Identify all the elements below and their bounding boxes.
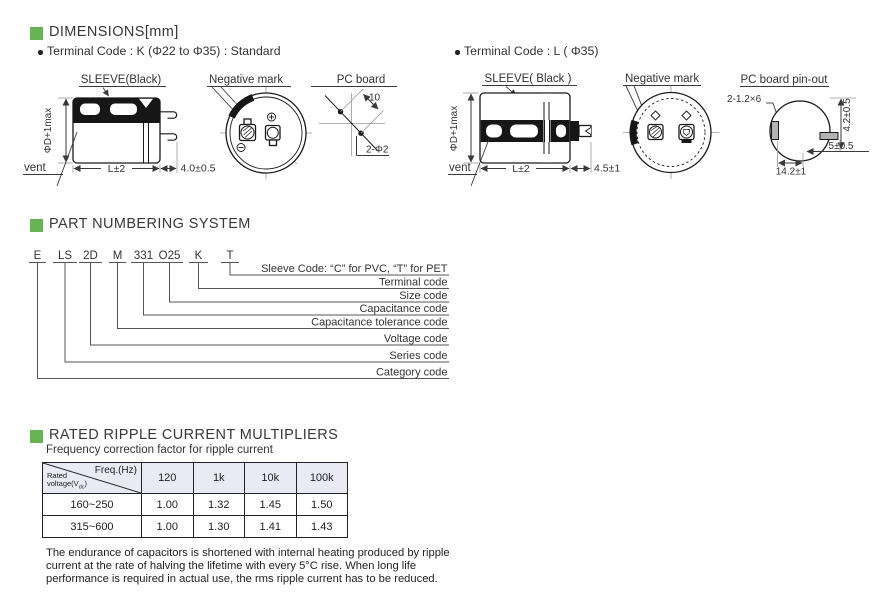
label-terminal-code: Terminal code xyxy=(379,276,448,289)
length-dim-k: L±2 xyxy=(107,163,126,175)
cap-top-view-l xyxy=(623,73,719,179)
ripple-table xyxy=(42,462,348,538)
freq-header: 100k xyxy=(296,463,348,494)
label-series-code: Series code xyxy=(389,350,448,362)
label-tolerance-code: Capacitance tolerance code xyxy=(311,316,448,329)
pcb-pinout-l xyxy=(727,74,869,178)
code-terminal: K xyxy=(194,250,203,262)
corner-voltage-label xyxy=(47,472,87,492)
multiplier-value: 1.00 xyxy=(142,516,194,538)
pitch-dim-l: 14.2±1 xyxy=(775,166,807,178)
cap-top-view-k xyxy=(207,74,312,179)
multiplier-value: 1.41 xyxy=(245,516,297,538)
negative-tick xyxy=(682,140,692,144)
slot-dim-l: 2-1.2×6 xyxy=(727,94,762,105)
corner-voltage-sub: dc xyxy=(78,484,85,490)
pcb-title-k: PC board xyxy=(336,74,386,86)
label-size-code: Size code xyxy=(399,290,448,302)
negative-mark-label-k: Negative mark xyxy=(209,74,284,86)
multiplier-value: 1.00 xyxy=(142,494,194,516)
table-row xyxy=(43,494,348,516)
lead-length-dim-l: 4.5±1 xyxy=(594,162,621,175)
cap-side-view-l xyxy=(448,73,620,186)
pitch-dim-k: 10 xyxy=(369,92,381,104)
endurance-note xyxy=(46,547,450,585)
pin-slot-horizontal xyxy=(820,133,838,140)
bullet-dot xyxy=(455,50,460,55)
note-line: performance is required in actual use, the rms ripple current has to be reduced. xyxy=(46,572,438,585)
code-size: O25 xyxy=(158,250,181,262)
ripple-subtitle: Frequency correction factor for ripple current xyxy=(46,444,273,456)
section-marker xyxy=(30,219,43,232)
sleeve-label-l: SLEEVE( Black ) xyxy=(484,73,572,85)
code-tolerance: M xyxy=(112,250,123,262)
freq-header: 120 xyxy=(142,463,194,494)
terminal-code-l-label: Terminal Code : L ( Φ35) xyxy=(464,44,599,58)
offset-dim-l: 5±0.5 xyxy=(828,141,854,152)
label-voltage-code: Voltage code xyxy=(383,333,448,345)
multiplier-value: 1.32 xyxy=(193,494,245,516)
corner-freq-label: Freq.(Hz) xyxy=(94,465,137,476)
dimensions-section-title: DIMENSIONS[mm] xyxy=(49,24,179,40)
lead-pin xyxy=(160,112,177,118)
code-sleeve: T xyxy=(226,250,234,262)
diameter-label-l: ΦD+1max xyxy=(449,105,460,152)
table-header-row xyxy=(43,463,348,494)
code-series: LS xyxy=(57,250,73,262)
corner-voltage: voltage(V xyxy=(47,478,79,488)
multiplier-value: 1.50 xyxy=(296,494,348,516)
sleeve-label-k: SLEEVE(Black) xyxy=(80,74,162,86)
cap-side-view-k xyxy=(23,74,216,186)
length-dim-l: L±2 xyxy=(512,163,530,175)
note-line: The endurance of capacitors is shortened with internal heating produced by ripple xyxy=(46,547,450,559)
pin-slot-vertical xyxy=(772,122,779,140)
corner-rated: Rated xyxy=(47,470,68,480)
label-category-code: Category code xyxy=(375,366,448,379)
table-corner-cell xyxy=(43,463,142,494)
part-numbering-diagram xyxy=(0,248,878,388)
label-sleeve-code: Sleeve Code: “C” for PVC, “T” for PET xyxy=(261,263,448,275)
multiplier-value: 1.30 xyxy=(193,516,245,538)
multiplier-value: 1.43 xyxy=(296,516,348,538)
freq-header: 10k xyxy=(245,463,297,494)
dimensions-diagrams xyxy=(0,58,878,203)
voltage-range: 315~600 xyxy=(43,516,142,538)
pcb-layout-k xyxy=(311,74,397,156)
terminal-code-k-label: Terminal Code : K (Φ22 to Φ35) : Standard xyxy=(47,44,281,58)
diameter-label-k: ΦD+1max xyxy=(43,107,54,154)
bullet-dot xyxy=(38,50,43,55)
label-capacitance-code: Capacitance code xyxy=(359,303,448,315)
vent-label-k: vent xyxy=(24,162,46,174)
holes-dim-k: 2-Φ2 xyxy=(366,144,389,156)
section-marker xyxy=(30,27,43,40)
code-category: E xyxy=(33,250,42,262)
multiplier-value: 1.45 xyxy=(245,494,297,516)
lead-length-dim-k: 4.0±0.5 xyxy=(180,162,216,175)
ripple-section-title: RATED RIPPLE CURRENT MULTIPLIERS xyxy=(49,427,339,443)
part-numbering-section-title: PART NUMBERING SYSTEM xyxy=(49,216,251,232)
code-voltage: 2D xyxy=(83,250,98,262)
terminal-tab xyxy=(570,121,579,141)
vent-label-l: vent xyxy=(449,162,471,174)
freq-header: 1k xyxy=(193,463,245,494)
note-line: current at the rate of halving the lifetime with every 5°C rise. When long life xyxy=(46,559,417,572)
table-row xyxy=(43,516,348,538)
voltage-range: 160~250 xyxy=(43,494,142,516)
section-marker xyxy=(30,430,43,443)
pcb-title-l: PC board pin-out xyxy=(740,74,828,86)
vertical-dim-l: 4.2±0.5 xyxy=(842,98,853,132)
negative-mark-band xyxy=(633,121,635,144)
negative-mark-label-l: Negative mark xyxy=(625,73,700,85)
lead-pin xyxy=(160,134,177,140)
code-capacitance: 331 xyxy=(133,250,154,262)
corner-voltage-close: ) xyxy=(84,478,87,488)
